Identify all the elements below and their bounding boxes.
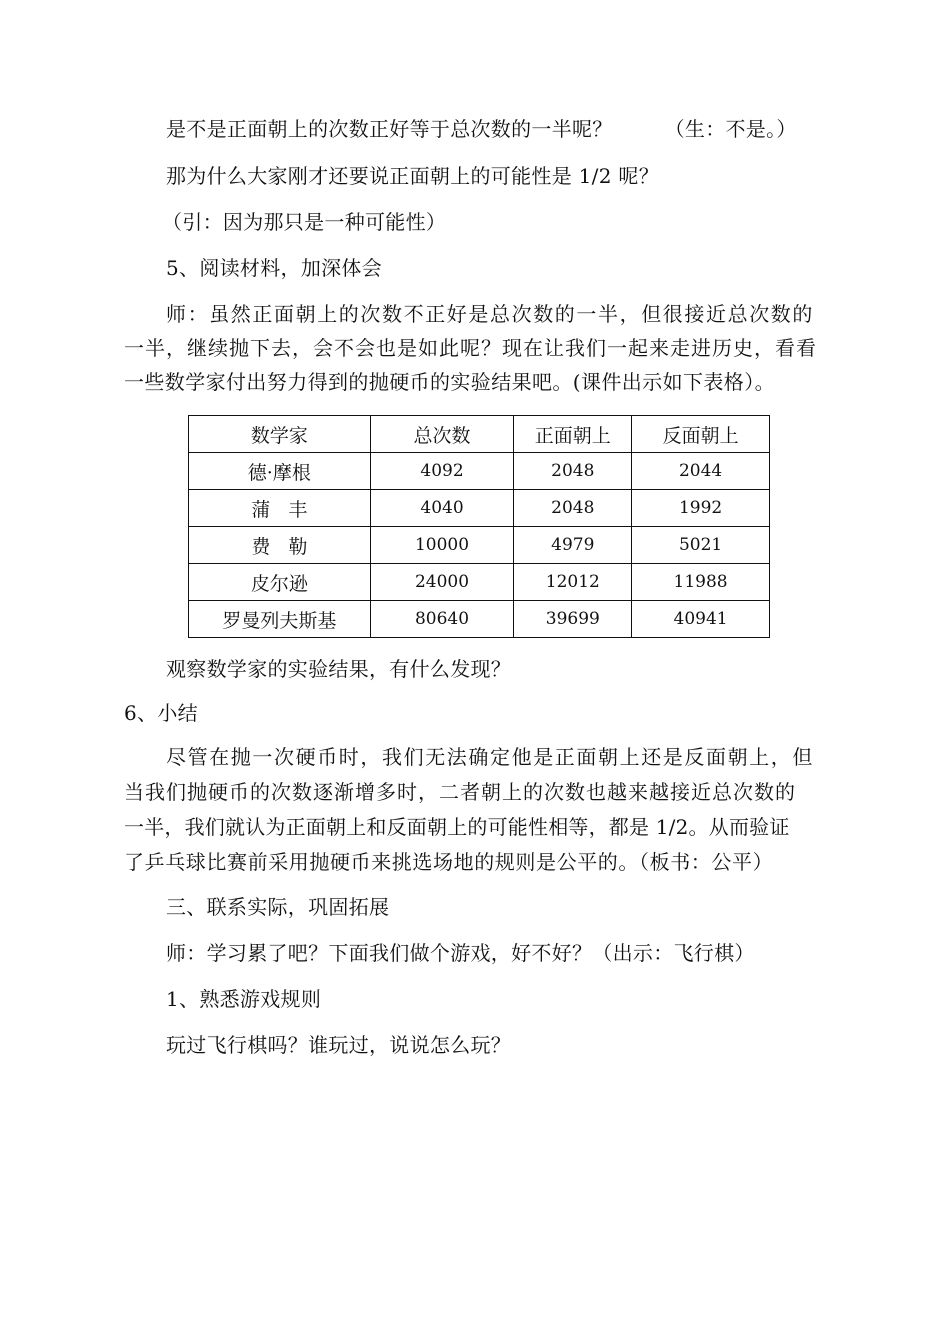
cell-total: 80640 (370, 601, 514, 638)
header-heads: 正面朝上 (514, 416, 632, 453)
text-line-2: 那为什么大家刚才还要说正面朝上的可能性是 1/2 呢？ (166, 164, 660, 188)
text-line-17: 玩过飞行棋吗？谁玩过，说说怎么玩？ (166, 1033, 512, 1057)
text-line-7: 一些数学家付出努力得到的抛硬币的实验结果吧。(课件出示如下表格）。 (124, 370, 776, 394)
cell-heads: 12012 (514, 564, 632, 601)
cell-name: 罗曼列夫斯基 (189, 601, 371, 638)
table-row (189, 601, 770, 638)
table-header-row (189, 416, 770, 453)
text-line-5 (166, 302, 836, 326)
cell-total: 4040 (370, 490, 514, 527)
cell-name: 蒲丰 (189, 490, 371, 527)
cell-heads: 2048 (514, 490, 632, 527)
experiment-results-table (188, 415, 770, 638)
text-line-11: 当我们抛硬币的次数逐渐增多时，二者朝上的次数也越来越接近总次数的 (124, 780, 796, 804)
section-heading-5: 5、阅读材料，加深体会 (166, 256, 383, 280)
cell-tails: 2044 (632, 453, 770, 490)
text-line-15: 师：学习累了吧？下面我们做个游戏，好不好？（出示：飞行棋） (166, 941, 755, 965)
cell-total: 4092 (370, 453, 514, 490)
section-heading-6: 6、小结 (124, 701, 198, 725)
text-line-13: 了乒乓球比赛前采用抛硬币来挑选场地的规则是公平的。（板书：公平） (124, 850, 774, 874)
subsection-heading-1: 1、熟悉游戏规则 (166, 987, 322, 1011)
paragraph-line: 师：虽然正面朝上的次数不正好是总次数的一半，但很接近总次数的 (166, 302, 814, 326)
question-text: 是不是正面朝上的次数正好等于总次数的一半呢？ (166, 117, 613, 141)
student-answer: （生：不是。） (664, 117, 797, 141)
cell-name: 德·摩根 (189, 453, 371, 490)
table-row (189, 453, 770, 490)
table-row (189, 564, 770, 601)
cell-tails: 11988 (632, 564, 770, 601)
cell-total: 24000 (370, 564, 514, 601)
table-row (189, 527, 770, 564)
table-row (189, 490, 770, 527)
header-total: 总次数 (370, 416, 514, 453)
cell-tails: 40941 (632, 601, 770, 638)
cell-tails: 5021 (632, 527, 770, 564)
cell-tails: 1992 (632, 490, 770, 527)
cell-name: 费勒 (189, 527, 371, 564)
cell-total: 10000 (370, 527, 514, 564)
header-mathematician: 数学家 (189, 416, 371, 453)
text-line-8: 观察数学家的实验结果，有什么发现？ (166, 657, 512, 681)
section-heading-3: 三、联系实际，巩固拓展 (166, 895, 390, 919)
text-line-3: （引：因为那只是一种可能性） (162, 210, 447, 234)
header-tails: 反面朝上 (632, 416, 770, 453)
cell-heads: 39699 (514, 601, 632, 638)
text-line-12: 一半，我们就认为正面朝上和反面朝上的可能性相等，都是 1/2。从而验证 (124, 815, 790, 839)
cell-heads: 2048 (514, 453, 632, 490)
text-line-6: 一半，继续抛下去，会不会也是如此呢？现在让我们一起来走进历史，看看 (124, 336, 817, 360)
cell-heads: 4979 (514, 527, 632, 564)
text-line-1 (166, 117, 797, 141)
text-line-10: 尽管在抛一次硬币时，我们无法确定他是正面朝上还是反面朝上，但 (166, 745, 814, 769)
cell-name: 皮尔逊 (189, 564, 371, 601)
